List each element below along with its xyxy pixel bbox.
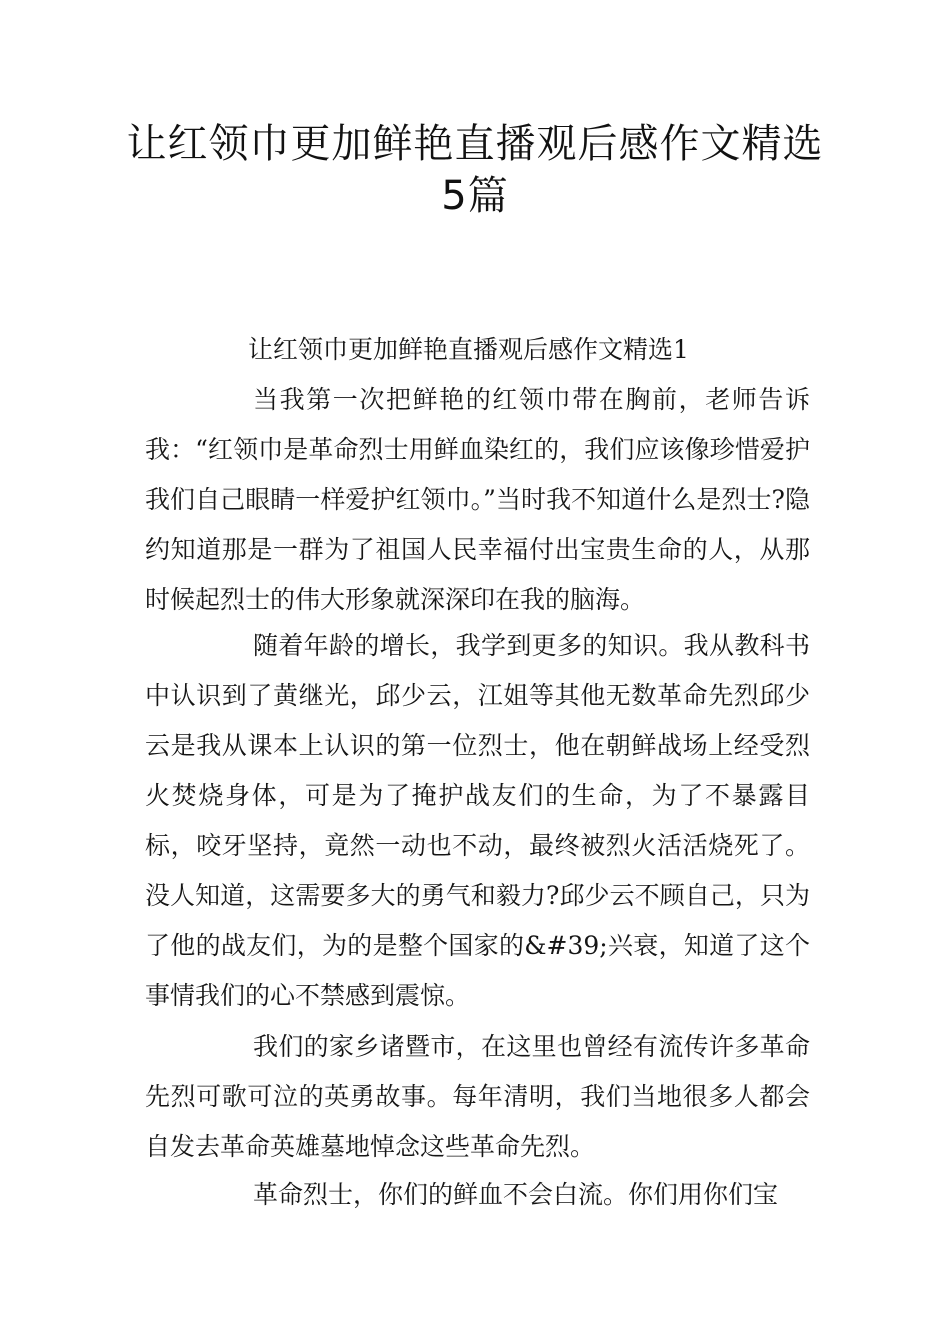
document-title xyxy=(100,118,850,222)
paragraph-4: 革命烈士，你们的鲜血不会白流。你们用你们宝 xyxy=(253,1180,779,1209)
paragraph-1: 当我第一次把鲜艳的红领巾带在胸前，老师告诉我：“红领巾是革命烈士用鲜血染红的，我们应该像珍惜爱护我们自己眼睛一样爱护红领巾。”当时我不知道什么是烈士?隐约知道那是一群为了祖国人民幸福付出宝贵生命的人，从那时候起烈士的伟大形象就深深印在我的脑海。 xyxy=(145,385,810,614)
paragraph-2: 随着年龄的增长，我学到更多的知识。我从教科书中认识到了黄继光，邱少云，江姐等其他无数革命先烈邱少云是我从课本上认识的第一位烈士，他在朝鲜战场上经受烈火焚烧身体，可是为了掩护战友们的生命，为了不暴露目标，咬牙坚持，竟然一动也不动，最终被烈火活活烧死了。没人知道，这需要多大的勇气和毅力?邱少云不顾自己，只为了他的战友们，为的是整个国家的&#39;兴衰，知道了这个事情我们的心不禁感到震惊。 xyxy=(145,631,810,1010)
paragraph-3: 我们的家乡诸暨市，在这里也曾经有流传许多革命先烈可歌可泣的英勇故事。每年清明，我们当地很多人都会自发去革命英雄墓地悼念这些革命先烈。 xyxy=(145,1032,810,1161)
section-heading: 让红领巾更加鲜艳直播观后感作文精选1 xyxy=(248,335,689,364)
title-line-1: 让红领巾更加鲜艳直播观后感作文精选 xyxy=(126,121,824,167)
title-line-2: 5篇 xyxy=(441,173,509,219)
